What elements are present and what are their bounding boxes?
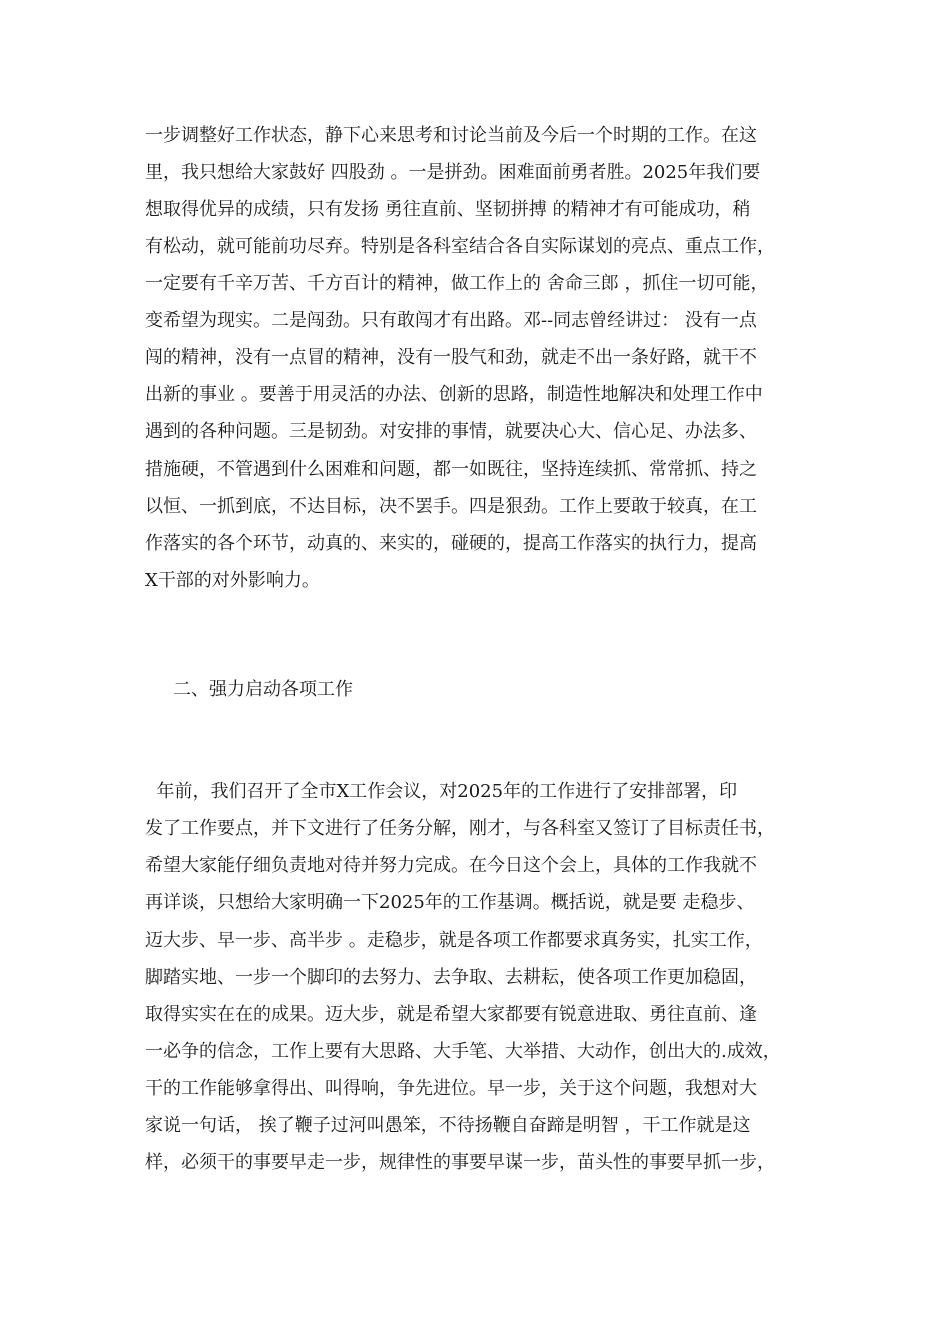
- paragraph-2-line: 迈大步、早一步、高半步 。走稳步，就是各项工作都要求真务实，扎实工作，: [145, 930, 763, 951]
- paragraph-2-line: 发了工作要点，并下文进行了任务分解，刚才，与各科室又签订了目标责任书，: [145, 818, 775, 839]
- paragraph-1-line: 变希望为现实。二是闯劲。只有敢闯才有出路。邓--同志曾经讲过： 没有一点: [145, 310, 757, 331]
- paragraph-1-line: 闯的精神，没有一点冒的精神，没有一股气和劲，就走不出一条好路，就干不: [145, 347, 757, 368]
- paragraph-2-line: 希望大家能仔细负责地对待并努力完成。在今日这个会上，具体的工作我就不: [145, 855, 757, 876]
- paragraph-1-line: 措施硬，不管遇到什么困难和问题，都一如既往，坚持连续抓、常常抓、持之: [145, 459, 757, 480]
- paragraph-1-line: 遇到的各种问题。三是韧劲。对安排的事情，就要决心大、信心足、办法多、: [145, 421, 757, 442]
- paragraph-1-line: 出新的事业 。要善于用灵活的办法、创新的思路，制造性地解决和处理工作中: [145, 384, 763, 405]
- paragraph-1-line: 一步调整好工作状态，静下心来思考和讨论当前及今后一个时期的工作。在这: [145, 125, 757, 146]
- section-heading: 二、强力启动各项工作: [173, 679, 353, 700]
- paragraph-1-line: 一定要有千辛万苦、千方百计的精神，做工作上的 舍命三郎 ，抓住一切可能，: [145, 273, 769, 294]
- paragraph-2-line: 再详谈，只想给大家明确一下2025年的工作基调。概括说，就是要 走稳步、: [145, 892, 755, 913]
- paragraph-1-line: 想取得优异的成绩，只有发扬 勇往直前、坚韧拼搏 的精神才有可能成功，稍: [145, 199, 751, 220]
- paragraph-1-line: 里，我只想给大家鼓好 四股劲 。一是拼劲。困难面前勇者胜。2025年我们要: [145, 162, 761, 183]
- paragraph-2-line: 干的工作能够拿得出、叫得响，争先进位。早一步，关于这个问题，我想对大: [145, 1078, 757, 1099]
- paragraph-1-line: 作落实的各个环节，动真的、来实的，碰硬的，提高工作落实的执行力，提高: [145, 533, 757, 554]
- paragraph-2-line: 样，必须干的事要早走一步，规律性的事要早谋一步，苗头性的事要早抓一步，: [145, 1152, 775, 1173]
- paragraph-2-line: 取得实实在在的成果。迈大步，就是希望大家都要有锐意进取、勇往直前、逢: [145, 1004, 757, 1025]
- paragraph-2-line: 脚踏实地、一步一个脚印的去努力、去争取、去耕耘，使各项工作更加稳固，: [145, 967, 757, 988]
- paragraph-2-line: 一必争的信念，工作上要有大思路、大手笔、大举措、大动作，创出大的.成效，: [145, 1041, 781, 1062]
- paragraph-1-line: 以恒、一抓到底，不达目标，决不罢手。四是狠劲。工作上要敢于较真，在工: [145, 496, 757, 517]
- paragraph-2-line: 年前，我们召开了全市X工作会议，对2025年的工作进行了安排部署，印: [145, 781, 738, 802]
- paragraph-1-line: 有松动，就可能前功尽弃。特别是各科室结合各自实际谋划的亮点、重点工作，: [145, 236, 775, 257]
- paragraph-2-line: 家说一句话， 挨了鞭子过河叫愚笨，不待扬鞭自奋蹄是明智 ，干工作就是这: [145, 1115, 751, 1136]
- paragraph-1-line: X干部的对外影响力。: [145, 570, 320, 591]
